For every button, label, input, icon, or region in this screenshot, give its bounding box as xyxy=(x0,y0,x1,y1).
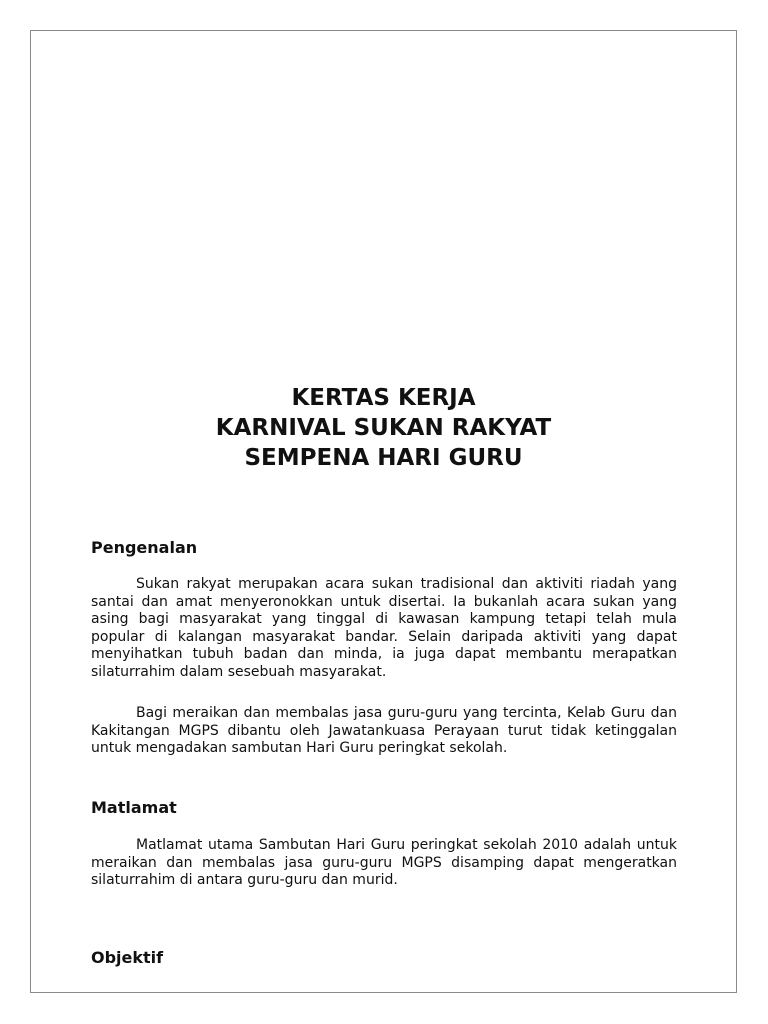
paragraph-pengenalan-1: Sukan rakyat merupakan acara sukan tradisional dan aktiviti riadah yang santai dan amat menyeronokkan untuk disertai. Ia bukanlah acara sukan yang asing bagi masyarakat yang tinggal di kawasan kampung tetapi telah mula popular di kalangan masyarakat bandar. Selain daripada aktiviti yang dapat menyihatkan tubuh badan dan minda, ia juga dapat membantu merapatkan silaturrahim dalam sesebuah masyarakat. xyxy=(91,576,677,680)
title-line-1: KERTAS KERJA xyxy=(291,385,476,411)
document-page xyxy=(30,30,737,993)
heading-objektif: Objektif xyxy=(91,948,164,967)
heading-pengenalan: Pengenalan xyxy=(91,538,198,557)
document-title xyxy=(31,383,736,473)
paragraph-matlamat-1: Matlamat utama Sambutan Hari Guru peringkat sekolah 2010 adalah untuk meraikan dan membalas jasa guru-guru MGPS disamping dapat mengeratkan silaturrahim di antara guru-guru dan murid. xyxy=(91,837,677,888)
title-line-2: KARNIVAL SUKAN RAKYAT xyxy=(215,415,552,441)
heading-matlamat: Matlamat xyxy=(91,798,177,817)
paragraph-pengenalan-2: Bagi meraikan dan membalas jasa guru-guru yang tercinta, Kelab Guru dan Kakitangan MGPS dibantu oleh Jawatankuasa Perayaan turut tidak ketinggalan untuk mengadakan sambutan Hari Guru peringkat sekolah. xyxy=(91,705,677,756)
title-line-3: SEMPENA HARI GURU xyxy=(244,445,523,471)
